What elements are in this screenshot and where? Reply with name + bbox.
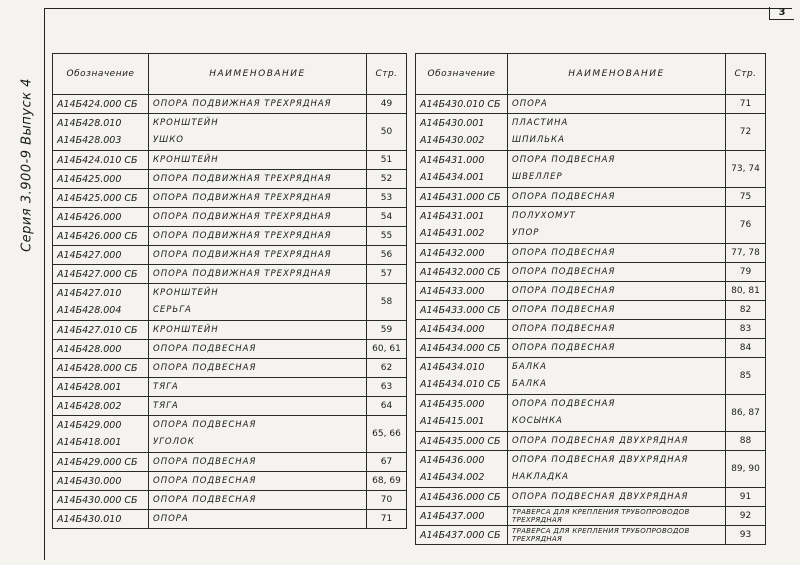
code-text: А14Б427.010	[57, 288, 122, 299]
code-text: А14Б433.000	[420, 285, 485, 297]
cell-code	[416, 207, 508, 244]
cell-page: 56	[367, 246, 407, 265]
name-text: ОПОРА ПОДВЕСНАЯ	[512, 155, 616, 165]
name-text: ОПОРА ПОДВИЖНАЯ ТРЕХРЯДНАЯ	[153, 98, 332, 109]
cell-code	[53, 340, 149, 359]
code-text: А14Б426.000 СБ	[57, 230, 138, 242]
cell-page: 77, 78	[726, 244, 766, 263]
table-row	[416, 244, 766, 263]
series-side-label-text: Серия 3.900-9 Выпуск 4	[19, 78, 35, 252]
table-header-row	[53, 54, 407, 95]
header-page: Стр.	[726, 54, 766, 95]
name-text: ОПОРА ПОДВИЖНАЯ ТРЕХРЯДНАЯ	[153, 268, 332, 279]
table-row	[53, 472, 407, 491]
cell-code	[53, 227, 149, 246]
cell-code	[53, 397, 149, 416]
cell-page: 83	[726, 320, 766, 339]
cell-name	[149, 321, 367, 340]
code-text: А14Б428.010	[57, 118, 122, 129]
name-text: ОПОРА ПОДВЕСНАЯ	[153, 494, 257, 505]
table-row	[53, 170, 407, 189]
name-text: ТЯГА	[153, 400, 179, 411]
name-text: ТРАВЕРСА ДЛЯ КРЕПЛЕНИЯ ТРУБОПРОВОДОВ ТРЕХРЯДНАЯ	[512, 527, 690, 543]
cell-page: 57	[367, 265, 407, 284]
cell-page: 73, 74	[726, 151, 766, 188]
table-row	[53, 491, 407, 510]
table-row	[53, 246, 407, 265]
cell-code	[53, 472, 149, 491]
cell-code	[416, 244, 508, 263]
cell-code	[53, 321, 149, 340]
cell-page: 80, 81	[726, 282, 766, 301]
cell-name	[508, 432, 726, 451]
code-text: А14Б424.000 СБ	[57, 98, 138, 110]
code-text: А14Б431.000	[420, 155, 485, 166]
cell-name	[508, 358, 726, 395]
name-text: ОПОРА ПОДВЕСНАЯ	[153, 362, 257, 373]
cell-name	[508, 244, 726, 263]
name-text: УПОР	[512, 228, 540, 238]
cell-page: 71	[367, 510, 407, 529]
table-row	[53, 284, 407, 321]
code-text: А14Б428.002	[57, 400, 122, 412]
table-header-row	[416, 54, 766, 95]
name-text: КОСЫНКА	[512, 416, 563, 426]
cell-name	[149, 491, 367, 510]
cell-code	[53, 359, 149, 378]
code-text: А14Б434.010	[420, 362, 485, 373]
table-row	[53, 359, 407, 378]
table-row	[53, 321, 407, 340]
cell-name	[149, 284, 367, 321]
name-text: УШКО	[153, 135, 184, 145]
table-row	[53, 208, 407, 227]
code-text: А14Б434.001	[420, 172, 485, 183]
name-text: ОПОРА ПОДВЕСНАЯ	[512, 342, 616, 353]
code-text: А14Б433.000 СБ	[420, 304, 501, 316]
code-text: А14Б428.001	[57, 381, 122, 393]
code-text: А14Б425.000 СБ	[57, 192, 138, 204]
cell-code	[53, 491, 149, 510]
name-text: ШПИЛЬКА	[512, 135, 565, 145]
table-row	[53, 227, 407, 246]
name-text: ПЛАСТИНА	[512, 118, 569, 128]
name-text: ОПОРА	[153, 513, 189, 524]
code-text: А14Б418.001	[57, 437, 122, 448]
cell-name	[149, 227, 367, 246]
name-text: ОПОРА ПОДВЕСНАЯ ДВУХРЯДНАЯ	[512, 455, 689, 465]
cell-name	[149, 189, 367, 208]
table-row	[53, 397, 407, 416]
name-text: КРОНШТЕЙН	[153, 324, 219, 335]
cell-name	[508, 488, 726, 507]
table-row	[416, 114, 766, 151]
cell-code	[416, 488, 508, 507]
code-text: А14Б434.010 СБ	[420, 379, 501, 390]
table-row	[416, 151, 766, 188]
cell-code	[416, 339, 508, 358]
code-text: А14Б434.000	[420, 323, 485, 335]
cell-code	[416, 526, 508, 545]
table-row	[53, 114, 407, 151]
code-text: А14Б434.000 СБ	[420, 342, 501, 354]
cell-page: 51	[367, 151, 407, 170]
cell-code	[53, 170, 149, 189]
code-text: А14Б415.001	[420, 416, 485, 427]
header-code: Обозначение	[53, 54, 149, 95]
table-row	[416, 526, 766, 545]
cell-name	[149, 453, 367, 472]
code-text: А14Б429.000	[57, 420, 122, 431]
code-text: А14Б431.002	[420, 228, 485, 239]
table-row	[53, 189, 407, 208]
name-text: ШВЕЛЛЕР	[512, 172, 563, 182]
name-text: ОПОРА ПОДВЕСНАЯ	[512, 285, 616, 296]
cell-name	[149, 378, 367, 397]
code-text: А14Б425.000	[57, 173, 122, 185]
cell-code	[53, 246, 149, 265]
table-row	[416, 451, 766, 488]
table-row	[416, 320, 766, 339]
code-text: А14Б430.002	[420, 135, 485, 146]
name-text: ОПОРА	[512, 98, 548, 109]
name-text: БАЛКА	[512, 379, 547, 389]
name-text: ОПОРА ПОДВИЖНАЯ ТРЕХРЯДНАЯ	[153, 192, 332, 203]
cell-name	[508, 207, 726, 244]
cell-name	[149, 340, 367, 359]
code-text: А14Б428.004	[57, 305, 122, 316]
cell-code	[53, 114, 149, 151]
cell-name	[508, 188, 726, 207]
cell-page: 64	[367, 397, 407, 416]
header-name: НАИМЕНОВАНИЕ	[149, 54, 367, 95]
header-page: Стр.	[367, 54, 407, 95]
name-text: ОПОРА ПОДВЕСНАЯ	[153, 456, 257, 467]
cell-name	[149, 246, 367, 265]
table-row	[416, 263, 766, 282]
cell-page: 93	[726, 526, 766, 545]
name-text: ОПОРА ПОДВЕСНАЯ	[512, 247, 616, 258]
cell-name	[149, 265, 367, 284]
cell-name	[508, 282, 726, 301]
code-text: А14Б427.000 СБ	[57, 268, 138, 280]
cell-name	[508, 339, 726, 358]
cell-name	[508, 507, 726, 526]
header-code: Обозначение	[416, 54, 508, 95]
cell-page: 55	[367, 227, 407, 246]
table-row	[416, 339, 766, 358]
cell-name	[508, 320, 726, 339]
code-text: А14Б432.000 СБ	[420, 266, 501, 278]
cell-name	[149, 208, 367, 227]
cell-page: 82	[726, 301, 766, 320]
cell-page: 71	[726, 95, 766, 114]
name-text: ОПОРА ПОДВИЖНАЯ ТРЕХРЯДНАЯ	[153, 211, 332, 222]
cell-code	[53, 416, 149, 453]
code-text: А14Б435.000 СБ	[420, 435, 501, 447]
cell-code	[416, 282, 508, 301]
name-text: ОПОРА ПОДВЕСНАЯ ДВУХРЯДНАЯ	[512, 491, 689, 502]
cell-name	[149, 510, 367, 529]
table-row	[53, 416, 407, 453]
name-text: ОПОРА ПОДВЕСНАЯ	[153, 343, 257, 354]
name-text: ОПОРА ПОДВЕСНАЯ	[512, 304, 616, 315]
page-number: 3	[769, 7, 794, 20]
cell-code	[53, 453, 149, 472]
table-row	[53, 340, 407, 359]
name-text: ОПОРА ПОДВЕСНАЯ	[153, 475, 257, 486]
cell-page: 70	[367, 491, 407, 510]
name-text: ПОЛУХОМУТ	[512, 211, 576, 221]
cell-name	[149, 397, 367, 416]
table-row	[416, 95, 766, 114]
cell-code	[416, 301, 508, 320]
series-side-label	[12, 65, 42, 265]
name-text: УГОЛОК	[153, 437, 195, 447]
table-row	[416, 282, 766, 301]
cell-code	[416, 95, 508, 114]
cell-page: 62	[367, 359, 407, 378]
cell-page: 63	[367, 378, 407, 397]
code-text: А14Б431.001	[420, 211, 485, 222]
table-row	[53, 265, 407, 284]
cell-page: 86, 87	[726, 395, 766, 432]
cell-name	[508, 451, 726, 488]
cell-page: 88	[726, 432, 766, 451]
table-row	[53, 151, 407, 170]
name-text: ОПОРА ПОДВЕСНАЯ	[153, 420, 257, 430]
code-text: А14Б430.001	[420, 118, 485, 129]
spec-table-left	[52, 53, 407, 529]
header-name: НАИМЕНОВАНИЕ	[508, 54, 726, 95]
spec-table-right	[415, 53, 766, 545]
code-text: А14Б428.000 СБ	[57, 362, 138, 374]
name-text: ОПОРА ПОДВЕСНАЯ	[512, 191, 616, 202]
cell-page: 75	[726, 188, 766, 207]
name-text: НАКЛАДКА	[512, 472, 569, 482]
cell-page: 65, 66	[367, 416, 407, 453]
cell-page: 79	[726, 263, 766, 282]
cell-page: 58	[367, 284, 407, 321]
cell-code	[416, 451, 508, 488]
name-text: ОПОРА ПОДВЕСНАЯ	[512, 323, 616, 334]
table-row	[416, 301, 766, 320]
cell-name	[508, 114, 726, 151]
table-row	[416, 432, 766, 451]
name-text: КРОНШТЕЙН	[153, 154, 219, 165]
cell-code	[416, 432, 508, 451]
cell-code	[53, 189, 149, 208]
cell-page: 60, 61	[367, 340, 407, 359]
table-row	[416, 395, 766, 432]
code-text: А14Б435.000	[420, 399, 485, 410]
name-text: КРОНШТЕЙН	[153, 288, 219, 298]
table-row	[53, 95, 407, 114]
code-text: А14Б434.002	[420, 472, 485, 483]
cell-name	[149, 151, 367, 170]
cell-name	[149, 170, 367, 189]
code-text: А14Б436.000	[420, 455, 485, 466]
cell-code	[416, 114, 508, 151]
cell-name	[149, 359, 367, 378]
cell-page: 53	[367, 189, 407, 208]
code-text: А14Б430.000 СБ	[57, 494, 138, 506]
code-text: А14Б430.010 СБ	[420, 98, 501, 110]
cell-name	[508, 263, 726, 282]
cell-page: 76	[726, 207, 766, 244]
name-text: ОПОРА ПОДВЕСНАЯ	[512, 399, 616, 409]
cell-name	[508, 151, 726, 188]
table-row	[416, 507, 766, 526]
name-text: ОПОРА ПОДВЕСНАЯ ДВУХРЯДНАЯ	[512, 435, 689, 446]
cell-code	[416, 188, 508, 207]
cell-code	[416, 263, 508, 282]
code-text: А14Б428.003	[57, 135, 122, 146]
cell-name	[508, 395, 726, 432]
code-text: А14Б427.000	[57, 249, 122, 261]
table-row	[53, 510, 407, 529]
code-text: А14Б432.000	[420, 247, 485, 259]
cell-page: 72	[726, 114, 766, 151]
name-text: ОПОРА ПОДВИЖНАЯ ТРЕХРЯДНАЯ	[153, 173, 332, 184]
code-text: А14Б431.000 СБ	[420, 191, 501, 203]
name-text: ТРАВЕРСА ДЛЯ КРЕПЛЕНИЯ ТРУБОПРОВОДОВ ТРЕХРЯДНАЯ	[512, 508, 690, 524]
cell-code	[416, 395, 508, 432]
table-row	[416, 488, 766, 507]
cell-code	[53, 265, 149, 284]
cell-name	[508, 95, 726, 114]
cell-code	[53, 208, 149, 227]
code-text: А14Б430.010	[57, 513, 122, 525]
name-text: БАЛКА	[512, 362, 547, 372]
code-text: А14Б426.000	[57, 211, 122, 223]
cell-name	[149, 114, 367, 151]
cell-page: 84	[726, 339, 766, 358]
code-text: А14Б428.000	[57, 343, 122, 355]
cell-code	[53, 284, 149, 321]
cell-page: 59	[367, 321, 407, 340]
code-text: А14Б429.000 СБ	[57, 456, 138, 468]
cell-code	[416, 358, 508, 395]
cell-page: 68, 69	[367, 472, 407, 491]
name-text: ОПОРА ПОДВЕСНАЯ	[512, 266, 616, 277]
code-text: А14Б424.010 СБ	[57, 154, 138, 166]
cell-page: 85	[726, 358, 766, 395]
name-text: ТЯГА	[153, 381, 179, 392]
cell-code	[416, 151, 508, 188]
cell-page: 50	[367, 114, 407, 151]
cell-code	[416, 320, 508, 339]
cell-page: 91	[726, 488, 766, 507]
cell-page: 49	[367, 95, 407, 114]
table-row	[416, 188, 766, 207]
cell-code	[53, 151, 149, 170]
cell-page: 92	[726, 507, 766, 526]
cell-name	[149, 416, 367, 453]
table-row	[53, 378, 407, 397]
code-text: А14Б437.000	[420, 510, 485, 522]
name-text: ОПОРА ПОДВИЖНАЯ ТРЕХРЯДНАЯ	[153, 249, 332, 260]
cell-code	[53, 510, 149, 529]
cell-code	[416, 507, 508, 526]
cell-name	[149, 472, 367, 491]
name-text: ОПОРА ПОДВИЖНАЯ ТРЕХРЯДНАЯ	[153, 230, 332, 241]
cell-code	[53, 378, 149, 397]
table-row	[416, 207, 766, 244]
cell-name	[508, 301, 726, 320]
cell-page: 52	[367, 170, 407, 189]
table-row	[416, 358, 766, 395]
cell-name	[508, 526, 726, 545]
cell-page: 67	[367, 453, 407, 472]
cell-name	[149, 95, 367, 114]
table-row	[53, 453, 407, 472]
cell-page: 89, 90	[726, 451, 766, 488]
name-text: КРОНШТЕЙН	[153, 118, 219, 128]
cell-code	[53, 95, 149, 114]
code-text: А14Б427.010 СБ	[57, 324, 138, 336]
code-text: А14Б436.000 СБ	[420, 491, 501, 503]
code-text: А14Б437.000 СБ	[420, 529, 501, 541]
code-text: А14Б430.000	[57, 475, 122, 487]
cell-page: 54	[367, 208, 407, 227]
name-text: СЕРЬГА	[153, 305, 192, 315]
